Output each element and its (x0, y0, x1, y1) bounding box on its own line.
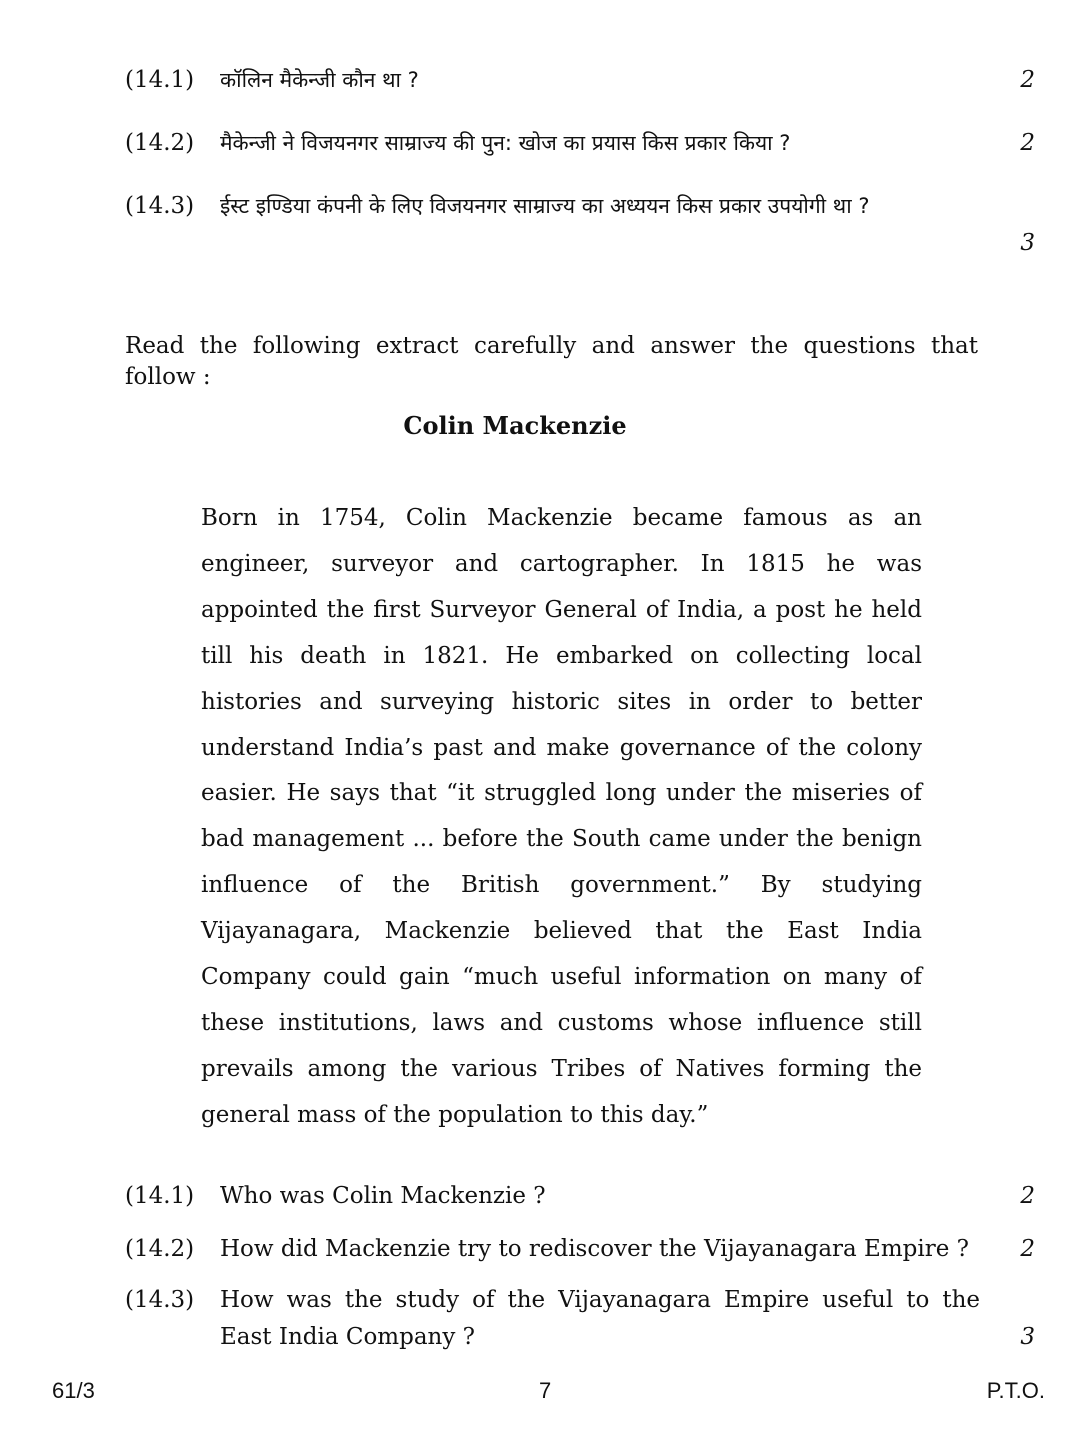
question-marks: 2 (1020, 67, 1035, 93)
question-text: Who was Colin Mackenzie ? (220, 1183, 546, 1209)
question-marks: 3 (1020, 230, 1035, 256)
page-number: 7 (539, 1378, 552, 1403)
question-text: How was the study of the Vijayanagara Empire useful to the East India Company ? (220, 1287, 980, 1350)
question-marks: 2 (1020, 1236, 1035, 1262)
question-text: कॉलिन मैकेन्जी कौन था ? (220, 68, 419, 92)
question-text: How did Mackenzie try to rediscover the Vijayanagara Empire ? (220, 1236, 969, 1262)
instruction-text: Read the following extract carefully and answer the questions that follow : (125, 333, 978, 390)
question-number: (14.3) (125, 1287, 195, 1313)
question-text: मैकेन्जी ने विजयनगर साम्राज्य की पुन: खोज का प्रयास किस प्रकार किया ? (220, 131, 791, 155)
question-number: (14.2) (125, 1236, 195, 1262)
extract-title: Colin Mackenzie (403, 411, 627, 440)
question-marks: 3 (1020, 1324, 1035, 1350)
question-number: (14.1) (125, 1183, 195, 1209)
question-number: (14.2) (125, 130, 195, 156)
paper-code: 61/3 (52, 1378, 95, 1403)
question-marks: 2 (1020, 1183, 1035, 1209)
extract-paragraph: Born in 1754, Colin Mackenzie became famous as an engineer, surveyor and cartographer. In 1815 he was appointed the first Surveyor General of India, a post he held till his death in 1821. He embarked on collecting local histories and surveying historic sites in order to better understand India’s past and make governance of the colony easier. He says that “it struggled long under the miseries of bad management ... before the South came under the benign influence of the British government.” By studying Vijayanagara, Mackenzie believed that the East India Company could gain “much useful information on many of these institutions, laws and customs whose influence still prevails among the various Tribes of Natives forming the general mass of the population to this day.” (201, 505, 922, 1128)
question-number: (14.1) (125, 67, 195, 93)
pto-label: P.T.O. (986, 1378, 1045, 1403)
question-text: ईस्ट इण्डिया कंपनी के लिए विजयनगर साम्राज्य का अध्ययन किस प्रकार उपयोगी था ? (220, 194, 870, 218)
question-marks: 2 (1020, 130, 1035, 156)
question-number: (14.3) (125, 193, 195, 219)
